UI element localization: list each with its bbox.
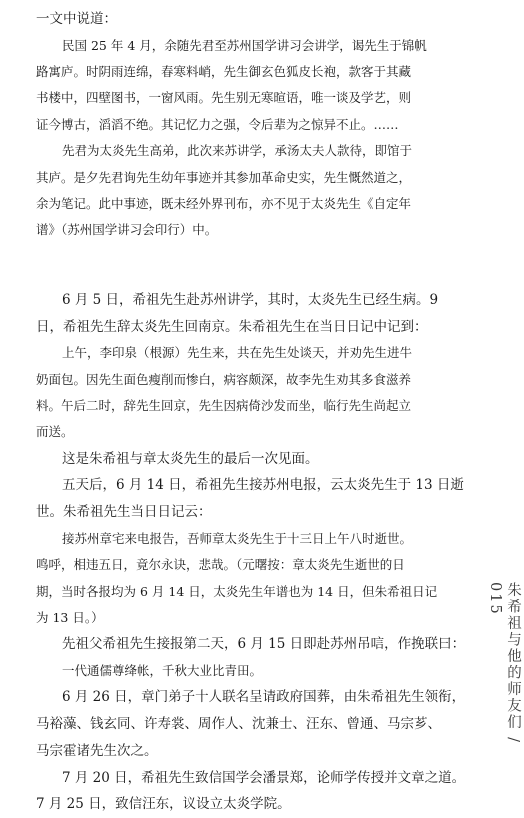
- paragraph-line: 日，希祖先生辞太炎先生回南京。朱希祖先生在当日日记中记到：: [36, 318, 428, 335]
- quote-line: 书楼中，四壁图书，一窗风雨。先生别无寒暄语，唯一谈及学艺，则: [36, 90, 412, 106]
- quote-line: 而送。: [36, 424, 74, 440]
- quote-line: 证今博古，滔滔不绝。其记忆力之强，令后辈为之惊异不止。……: [36, 116, 399, 132]
- quote-line: 奶面包。因先生面色瘦削而惨白，病容颇深，故李先生劝其多食滋养: [36, 371, 412, 387]
- quote-line: 其庐。是夕先君询先生幼年事迹并其参加革命史实，先生慨然道之，: [36, 169, 412, 185]
- paragraph-line: 6 月 5 日，希祖先生赴苏州讲学，其时，太炎先生已经生病。9: [62, 291, 439, 308]
- paragraph-line: 7 月 20 日，希祖先生致信国学会潘景郑，论师学传授并文章之道。: [62, 769, 466, 786]
- quote-line: 谱》（苏州国学讲习会印行）中。: [36, 222, 218, 238]
- quote-line: 先君为太炎先生高弟，此次来苏讲学，承汤太夫人款待，即馆于: [62, 143, 413, 159]
- quote-line: 鸣呼，相违五日，竟尔永诀，悲哉。（元曙按：章太炎先生逝世的日: [36, 557, 405, 573]
- section-gap: [36, 244, 474, 287]
- quote-line: 料。午后二时，辞先生回京，先生因病倚沙发而坐，临行先生尚起立: [36, 397, 412, 413]
- paragraph-line: 世。朱希祖先生当日日记云：: [36, 504, 212, 521]
- paragraph-line: 这是朱希祖与章太炎先生的最后一次见面。: [62, 450, 319, 467]
- quote-line: 路寓庐。时阴雨连绵，春寒料峭，先生御玄色狐皮长袍，款客于其藏: [36, 64, 412, 80]
- quote-line: 民国 25 年 4 月，余随先君至苏州国学讲习会讲学，谒先生于锦帆: [62, 37, 427, 53]
- body-text: [36, 6, 474, 818]
- paragraph-line: 7 月 25 日，致信汪东，议设立太炎学院。: [36, 796, 291, 813]
- quote-line: 为 13 日。）: [36, 609, 104, 625]
- paragraph-line: 马宗霍诸先生次之。: [36, 742, 158, 759]
- quote-line: 接苏州章宅来电报告，吾师章太炎先生于十三日上午八时逝世。: [62, 530, 413, 546]
- running-head: 朱希祖与他的师友们 / 015: [487, 582, 521, 744]
- paragraph-line: 6 月 26 日，章门弟子十人联名呈请政府国葬，由朱希祖先生领衔，: [62, 689, 466, 706]
- couplet-line: 一代通儒尊绛帐，千秋大业比青田。: [62, 663, 263, 679]
- paragraph-line: 马裕藻、钱玄同、许寿裳、周作人、沈兼士、汪东、曾通、马宗芗、: [36, 716, 441, 733]
- quote-line: 上午，李印泉（根源）先生来，共在先生处谈天，并劝先生进牛: [62, 345, 413, 361]
- paragraph-line: 五天后，6 月 14 日，希祖先生接苏州电报，云太炎先生于 13 日逝: [62, 477, 464, 494]
- quote-line: 期，当时各报均为 6 月 14 日，太炎先生年谱也为 14 日，但朱希祖日记: [36, 583, 438, 599]
- quote-line: 余为笔记。此中事迹，既未经外界刊布，亦不见于太炎先生《自定年: [36, 196, 412, 212]
- intro-line: 一文中说道：: [36, 11, 117, 27]
- paragraph-line: 先祖父希祖先生接报第二天，6 月 15 日即赴苏州吊唁，作挽联曰：: [62, 636, 466, 653]
